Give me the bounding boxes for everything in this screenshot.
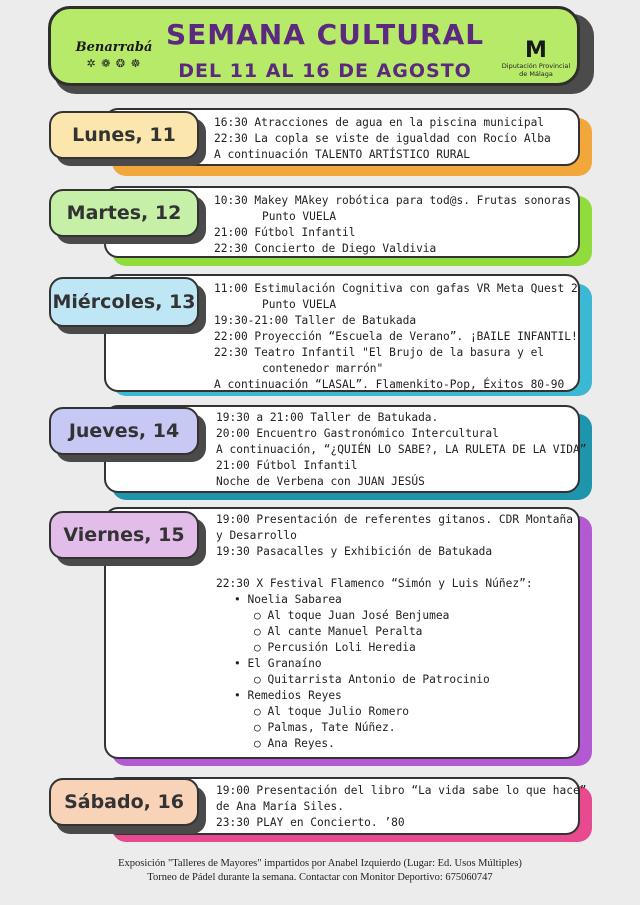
sabado-events	[216, 783, 586, 831]
bullet-hollow-icon: ○	[254, 625, 261, 638]
page-subtitle: DEL 11 AL 16 DE AGOSTO	[178, 60, 472, 82]
day-label-miercoles: Miércoles, 13	[49, 277, 199, 327]
event-line: 21:00 Fútbol Infantil	[216, 459, 358, 472]
list-item: • El Granaíno	[234, 657, 322, 670]
event-line: 22:30 Concierto de Diego Valdivia	[214, 242, 437, 255]
event-line: 19:30 a 21:00 Taller de Batukada.	[216, 411, 439, 424]
brand-name: Benarrabá	[75, 40, 153, 55]
bullet-hollow-icon: ○	[254, 737, 261, 750]
event-line: de Ana María Siles.	[216, 800, 344, 813]
event-line: Punto VUELA	[262, 210, 337, 223]
bullet-filled-icon: •	[234, 657, 241, 670]
event-line: 21:00 Fútbol Infantil	[214, 226, 356, 239]
bullet-hollow-icon: ○	[254, 721, 261, 734]
day-label-viernes: Viernes, 15	[49, 511, 199, 559]
brand-decor-icon: ✲ ❁ ❂ ☸	[86, 57, 142, 70]
brand-logo-benarraba	[64, 40, 164, 70]
event-line: 19:00 Presentación de referentes gitanos. CDR Montaña	[216, 513, 573, 526]
event-line: 22:30 Teatro Infantil "El Brujo de la basura y el	[214, 346, 545, 359]
event-line: contenedor marrón"	[262, 362, 384, 375]
day-label-martes: Martes, 12	[49, 189, 199, 237]
list-item: ○ Al toque Juan José Benjumea	[254, 609, 450, 622]
event-line: 10:30 Makey MAkey robótica para tod@s. Frutas sonoras	[214, 194, 571, 207]
event-line: 19:30 Pasacalles y Exhibición de Batukada	[216, 545, 493, 558]
bullet-hollow-icon: ○	[254, 705, 261, 718]
diputacion-logo	[496, 40, 576, 78]
list-item: ○ Palmas, Tate Núñez.	[254, 721, 396, 734]
page-title: SEMANA CULTURAL	[165, 18, 485, 51]
list-item: ○ Quitarrista Antonio de Patrocinio	[254, 673, 490, 686]
miercoles-events	[214, 281, 578, 393]
event-line: 19:00 Presentación del libro “La vida sabe lo que hace”	[216, 784, 587, 797]
list-item: ○ Percusión Loli Heredia	[254, 641, 416, 654]
footer-note-2: Torneo de Pádel durante la semana. Contactar con Monitor Deportivo: 675060747	[147, 872, 493, 883]
bullet-filled-icon: •	[234, 593, 241, 606]
day-label-lunes: Lunes, 11	[49, 111, 199, 159]
event-line	[216, 560, 573, 576]
event-line: A continuación “LASAL”. Flamenkito-Pop, Éxitos 80-90	[214, 378, 565, 391]
event-line: 22:30 X Festival Flamenco “Simón y Luis Núñez”:	[216, 577, 533, 590]
event-line: 23:30 PLAY en Concierto. ’80	[216, 816, 405, 829]
jueves-events	[216, 410, 586, 490]
diputacion-text-2: de Málaga	[519, 70, 553, 78]
bullet-hollow-icon: ○	[254, 673, 261, 686]
footer-note-1: Exposición "Talleres de Mayores" impartidos por Anabel Izquierdo (Lugar: Ed. Usos Múltiples)	[118, 858, 522, 869]
list-item: • Noelia Sabarea	[234, 593, 342, 606]
event-line: Punto VUELA	[262, 298, 337, 311]
event-line: 22:00 Proyección “Escuela de Verano”. ¡BAILE INFANTIL!	[214, 330, 578, 343]
bullet-filled-icon: •	[234, 689, 241, 702]
day-label-sabado: Sábado, 16	[49, 778, 199, 826]
diputacion-text-1: Diputación Provincial	[501, 62, 571, 70]
event-line: Noche de Verbena con JUAN JESÚS	[216, 475, 425, 488]
event-line: 16:30 Atracciones de agua en la piscina municipal	[214, 116, 545, 129]
event-line: 20:00 Encuentro Gastronómico Intercultural	[216, 427, 499, 440]
viernes-events	[216, 512, 573, 752]
list-item: • Remedios Reyes	[234, 689, 342, 702]
event-line: 11:00 Estimulación Cognitiva con gafas VR Meta Quest 2	[214, 282, 578, 295]
event-line: A continuación TALENTO ARTÍSTICO RURAL	[214, 148, 470, 161]
event-line: 19:30-21:00 Taller de Batukada	[214, 314, 417, 327]
martes-events	[214, 193, 571, 257]
day-label-jueves: Jueves, 14	[49, 407, 199, 455]
event-line: 22:30 La copla se viste de igualdad con Rocío Alba	[214, 132, 551, 145]
event-line: y Desarrollo	[216, 529, 297, 542]
list-item: ○ Al toque Julio Romero	[254, 705, 409, 718]
list-item: ○ Al cante Manuel Peralta	[254, 625, 423, 638]
bullet-hollow-icon: ○	[254, 609, 261, 622]
event-line: A continuación, “¿QUIÉN LO SABE?, LA RULETA DE LA VIDA”	[216, 443, 587, 456]
lunes-events	[214, 115, 551, 163]
diputacion-mark-icon: M	[525, 38, 547, 63]
list-item: ○ Ana Reyes.	[254, 737, 335, 750]
bullet-hollow-icon: ○	[254, 641, 261, 654]
